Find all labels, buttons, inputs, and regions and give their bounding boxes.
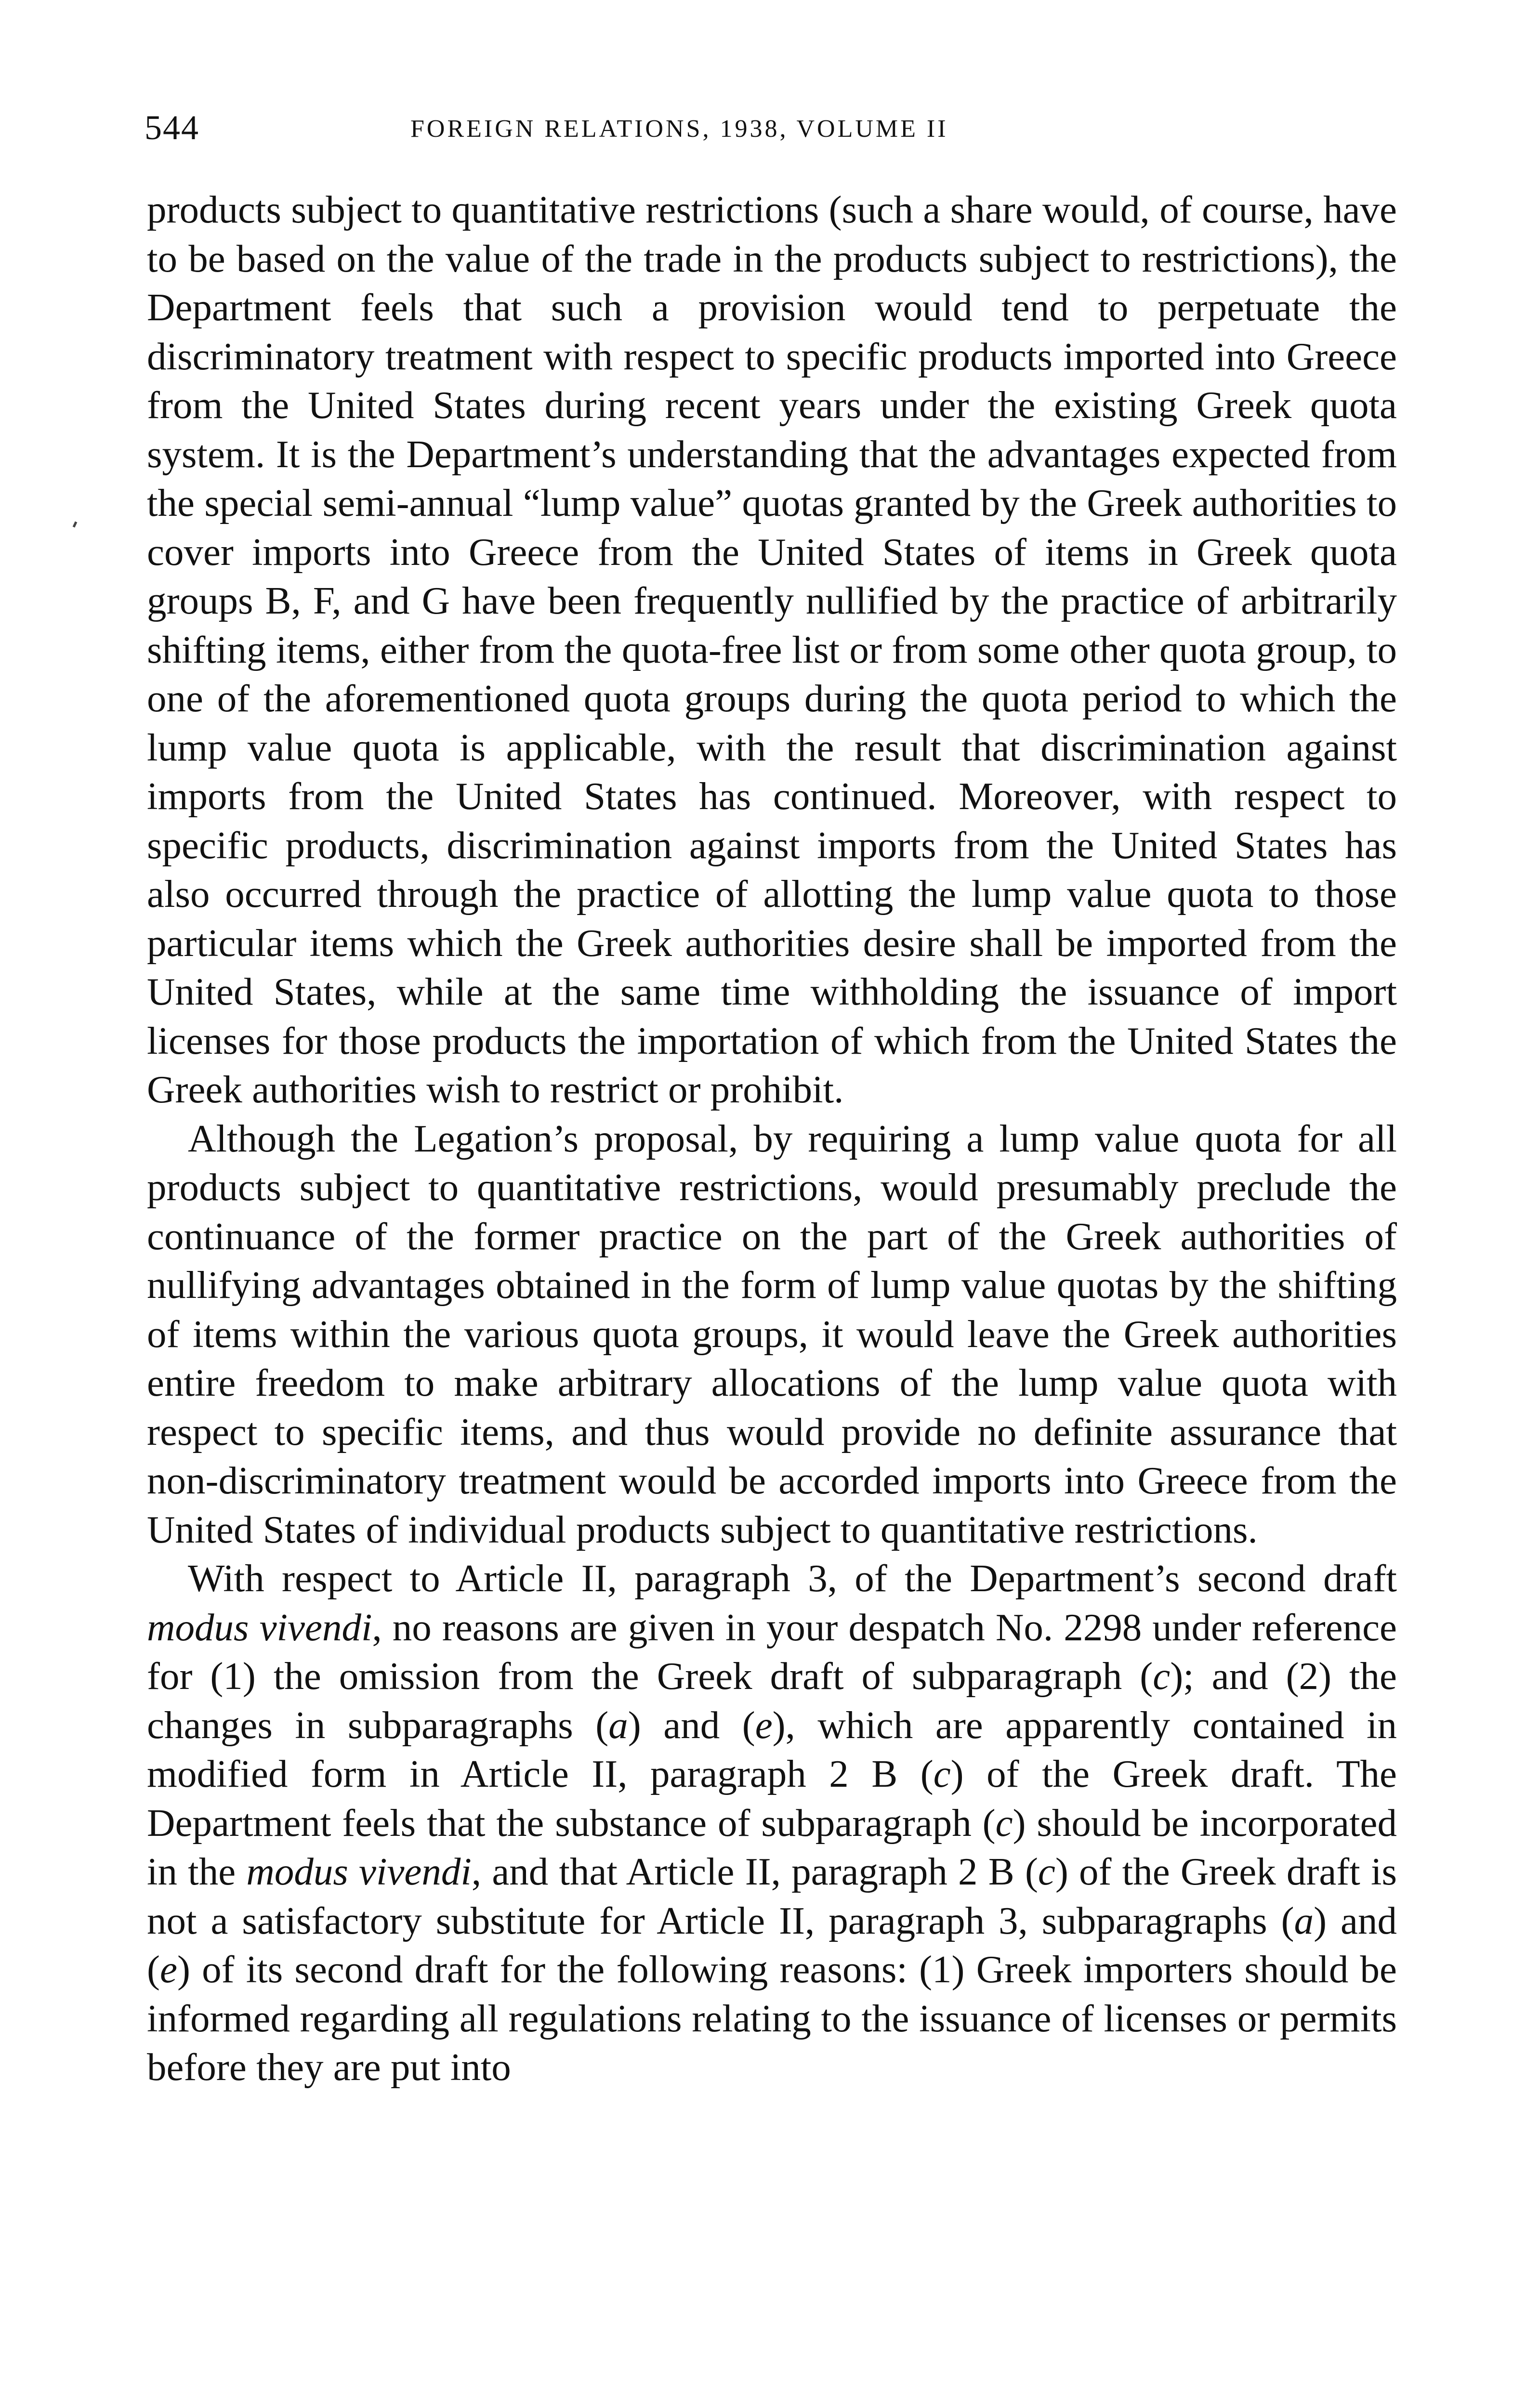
italic-letter: a [1294,1898,1314,1942]
text-run: ), which are apparently contained in modified form in Article II, paragraph 2 B ( [147,1703,1397,1795]
page-number: 544 [145,108,199,147]
text-run: ) of the Greek draft. The Department feels that the substance of subparagraph ( [147,1752,1397,1845]
text-run: , and that Article II, paragraph 2 B ( [471,1850,1038,1893]
italic-term: modus vivendi [246,1850,472,1893]
italic-letter: c [1038,1850,1055,1893]
italic-letter: a [608,1703,628,1747]
text-run: ); and (2) the changes in subparagraphs ( [147,1654,1397,1747]
running-head: FOREIGN RELATIONS, 1938, VOLUME II [410,115,948,143]
text-run: ) and ( [628,1703,755,1747]
stray-ink-mark [73,522,78,528]
italic-letter: c [933,1752,951,1795]
text-run: ) should be incorporated in the [147,1801,1397,1893]
italic-term: modus vivendi [147,1605,372,1649]
italic-letter: c [1153,1654,1171,1698]
italic-letter: e [159,1948,177,1991]
page-header [145,104,1397,161]
paragraph-3 [147,1554,1397,2092]
text-run: , no reasons are given in your despatch No. 2298 under reference for (1) the omission from the Greek draft of subparagraph ( [147,1605,1397,1698]
text-run: ) of its second draft for the following reasons: (1) Greek importers should be informed regarding all regulations relating to the issuance of licenses or permits before they are put into [147,1948,1397,2089]
italic-letter: c [995,1801,1013,1845]
paragraph-1: products subject to quantitative restrictions (such a share would, of course, have to be based on the value of the trade in the products subject to restrictions), the Department feels that such a provision would tend to perpetuate the discriminatory treatment with respect to specific products imported into Greece from the United States during recent years under the existing Greek quota system. It is the Department’s understanding that the advantages expected from the special semi-annual “lump value” quotas granted by the Greek authorities to cover imports into Greece from the United States of items in Greek quota groups B, F, and G have been frequently nullified by the practice of arbitrarily shifting items, either from the quota-free list or from some other quota group, to one of the aforementioned quota groups during the quota period to which the lump value quota is applicable, with the result that discrimination against imports from the United States has continued. Moreover, with respect to specific products, discrimination against imports from the United States has also occurred through the practice of allotting the lump value quota to those particular items which the Greek authorities desire shall be imported from the United States, while at the same time withholding the issuance of import licenses for those products the importation of which from the United States the Greek authorities wish to restrict or prohibit. [147,188,1397,1111]
text-run: ) and ( [147,1898,1397,1991]
body-text [147,185,1397,2092]
paragraph-2: Although the Legation’s proposal, by requiring a lump value quota for all products subject to quantitative restrictions, would presumably preclude the continuance of the former practice on the part of the Greek authorities of nullifying advantages obtained in the form of lump value quotas by the shifting of items within the various quota groups, it would leave the Greek authorities entire freedom to make arbitrary allocations of the lump value quota with respect to specific items, and thus would provide no definite assurance that non-discriminatory treatment would be accorded imports into Greece from the United States of individual products subject to quantitative restrictions. [147,1116,1397,1551]
text-run: ) of the Greek draft is not a satisfactory substitute for Article II, paragraph 3, subparagraphs ( [147,1850,1397,1942]
italic-letter: e [755,1703,773,1747]
text-run: With respect to Article II, paragraph 3, of the Department’s second draft [188,1557,1397,1600]
